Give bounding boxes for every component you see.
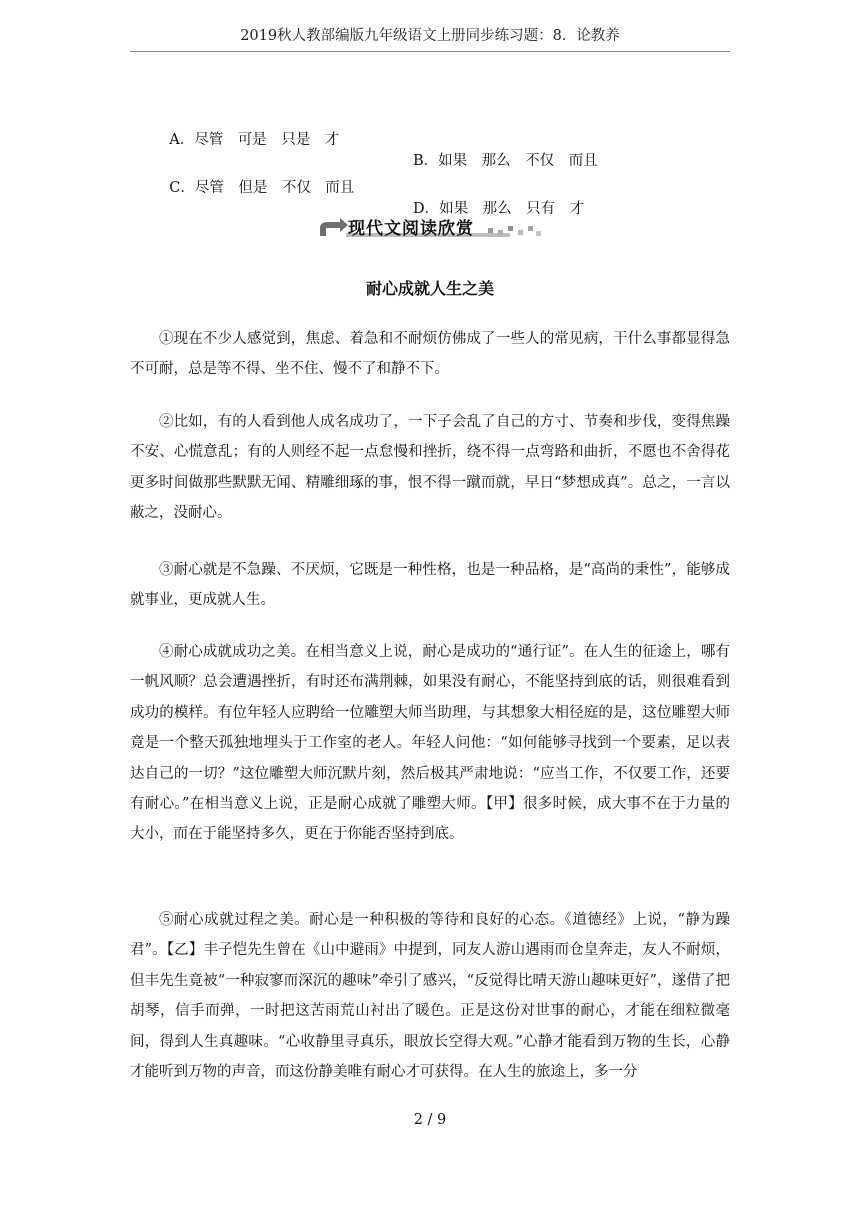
section-banner — [318, 214, 544, 240]
paragraph-3: ③耐心就是不急躁、不厌烦，它既是一种性格，也是一种品格，是“高尚的秉性”，能够成就事业，更成就人生。 — [130, 562, 730, 609]
article-title: 耐心成就人生之美 — [365, 279, 494, 298]
options-row-1 — [160, 112, 598, 169]
option-c: C．尽管 但是 不仅 而且 — [169, 180, 355, 196]
option-b: B．如果 那么 不仅 而且 — [413, 153, 598, 169]
paragraph-1: ①现在不少人感觉到，焦虑、着急和不耐烦仿佛成了一些人的常见病，干什么事都显得急不可耐，总是等不得、坐不住、慢不了和静不下。 — [130, 331, 730, 378]
option-d: D．如果 那么 只有 才 — [413, 201, 585, 217]
paragraph-2: ②比如，有的人看到他人成名成功了，一下子会乱了自己的方寸、节奏和步伐，变得焦躁不安、心慌意乱；有的人则经不起一点怠慢和挫折，绕不得一点弯路和曲折，不愿也不舍得花更多时间做那些默默无闻、精雕细琢的事，恨不得一蹴而就，早日“梦想成真”。总之，一言以蔽之，没耐心。 — [130, 414, 730, 522]
header-title: 2019秋人教部编版九年级语文上册同步练习题：8．论教养 — [240, 28, 620, 44]
section-banner-text: 现代文阅读欣赏 — [348, 219, 474, 239]
header-divider — [130, 51, 730, 52]
paragraph-5: ⑤耐心成就过程之美。耐心是一种积极的等待和良好的心态。《道德经》上说，“静为躁君”。【乙】丰子恺先生曾在《山中避雨》中提到，同友人游山遇雨而仓皇奔走，友人不耐烦，但丰先生竟被“一种寂寥而深沉的趣味”牵引了感兴，“反觉得比晴天游山趣味更好”，遂借了把胡琴，信手而弹，一时把这苦雨荒山衬出了暖色。正是这份对世事的耐心，才能在细粒微毫间，得到人生真趣味。“心收静里寻真乐，眼放长空得大观。”心静才能看到万物的生长，心静才能听到万物的声音，而这份静美唯有耐心才可获得。在人生的旅途上，多一分 — [130, 912, 730, 1081]
page-number: 2 / 9 — [413, 1112, 447, 1128]
paragraph-4: ④耐心成就成功之美。在相当意义上说，耐心是成功的“通行证”。在人生的征途上，哪有一帆风顺？总会遭遇挫折，有时还布满荆棘，如果没有耐心，不能坚持到底的话，则很难看到成功的模样。有位年轻人应聘给一位雕塑大师当助理，与其想象大相径庭的是，这位雕塑大师竟是一个整天孤独地埋头于工作室的老人。年轻人问他：“如何能够寻找到一个要素，足以表达自己的一切？”这位雕塑大师沉默片刻，然后极其严肃地说：“应当工作，不仅要工作，还要有耐心。”在相当意义上说，正是耐心成就了雕塑大师。【甲】很多时候，成大事不在于力量的大小，而在于能坚持多久，更在于你能否坚持到底。 — [130, 644, 730, 843]
option-a: A．尽管 可是 只是 才 — [169, 132, 340, 148]
